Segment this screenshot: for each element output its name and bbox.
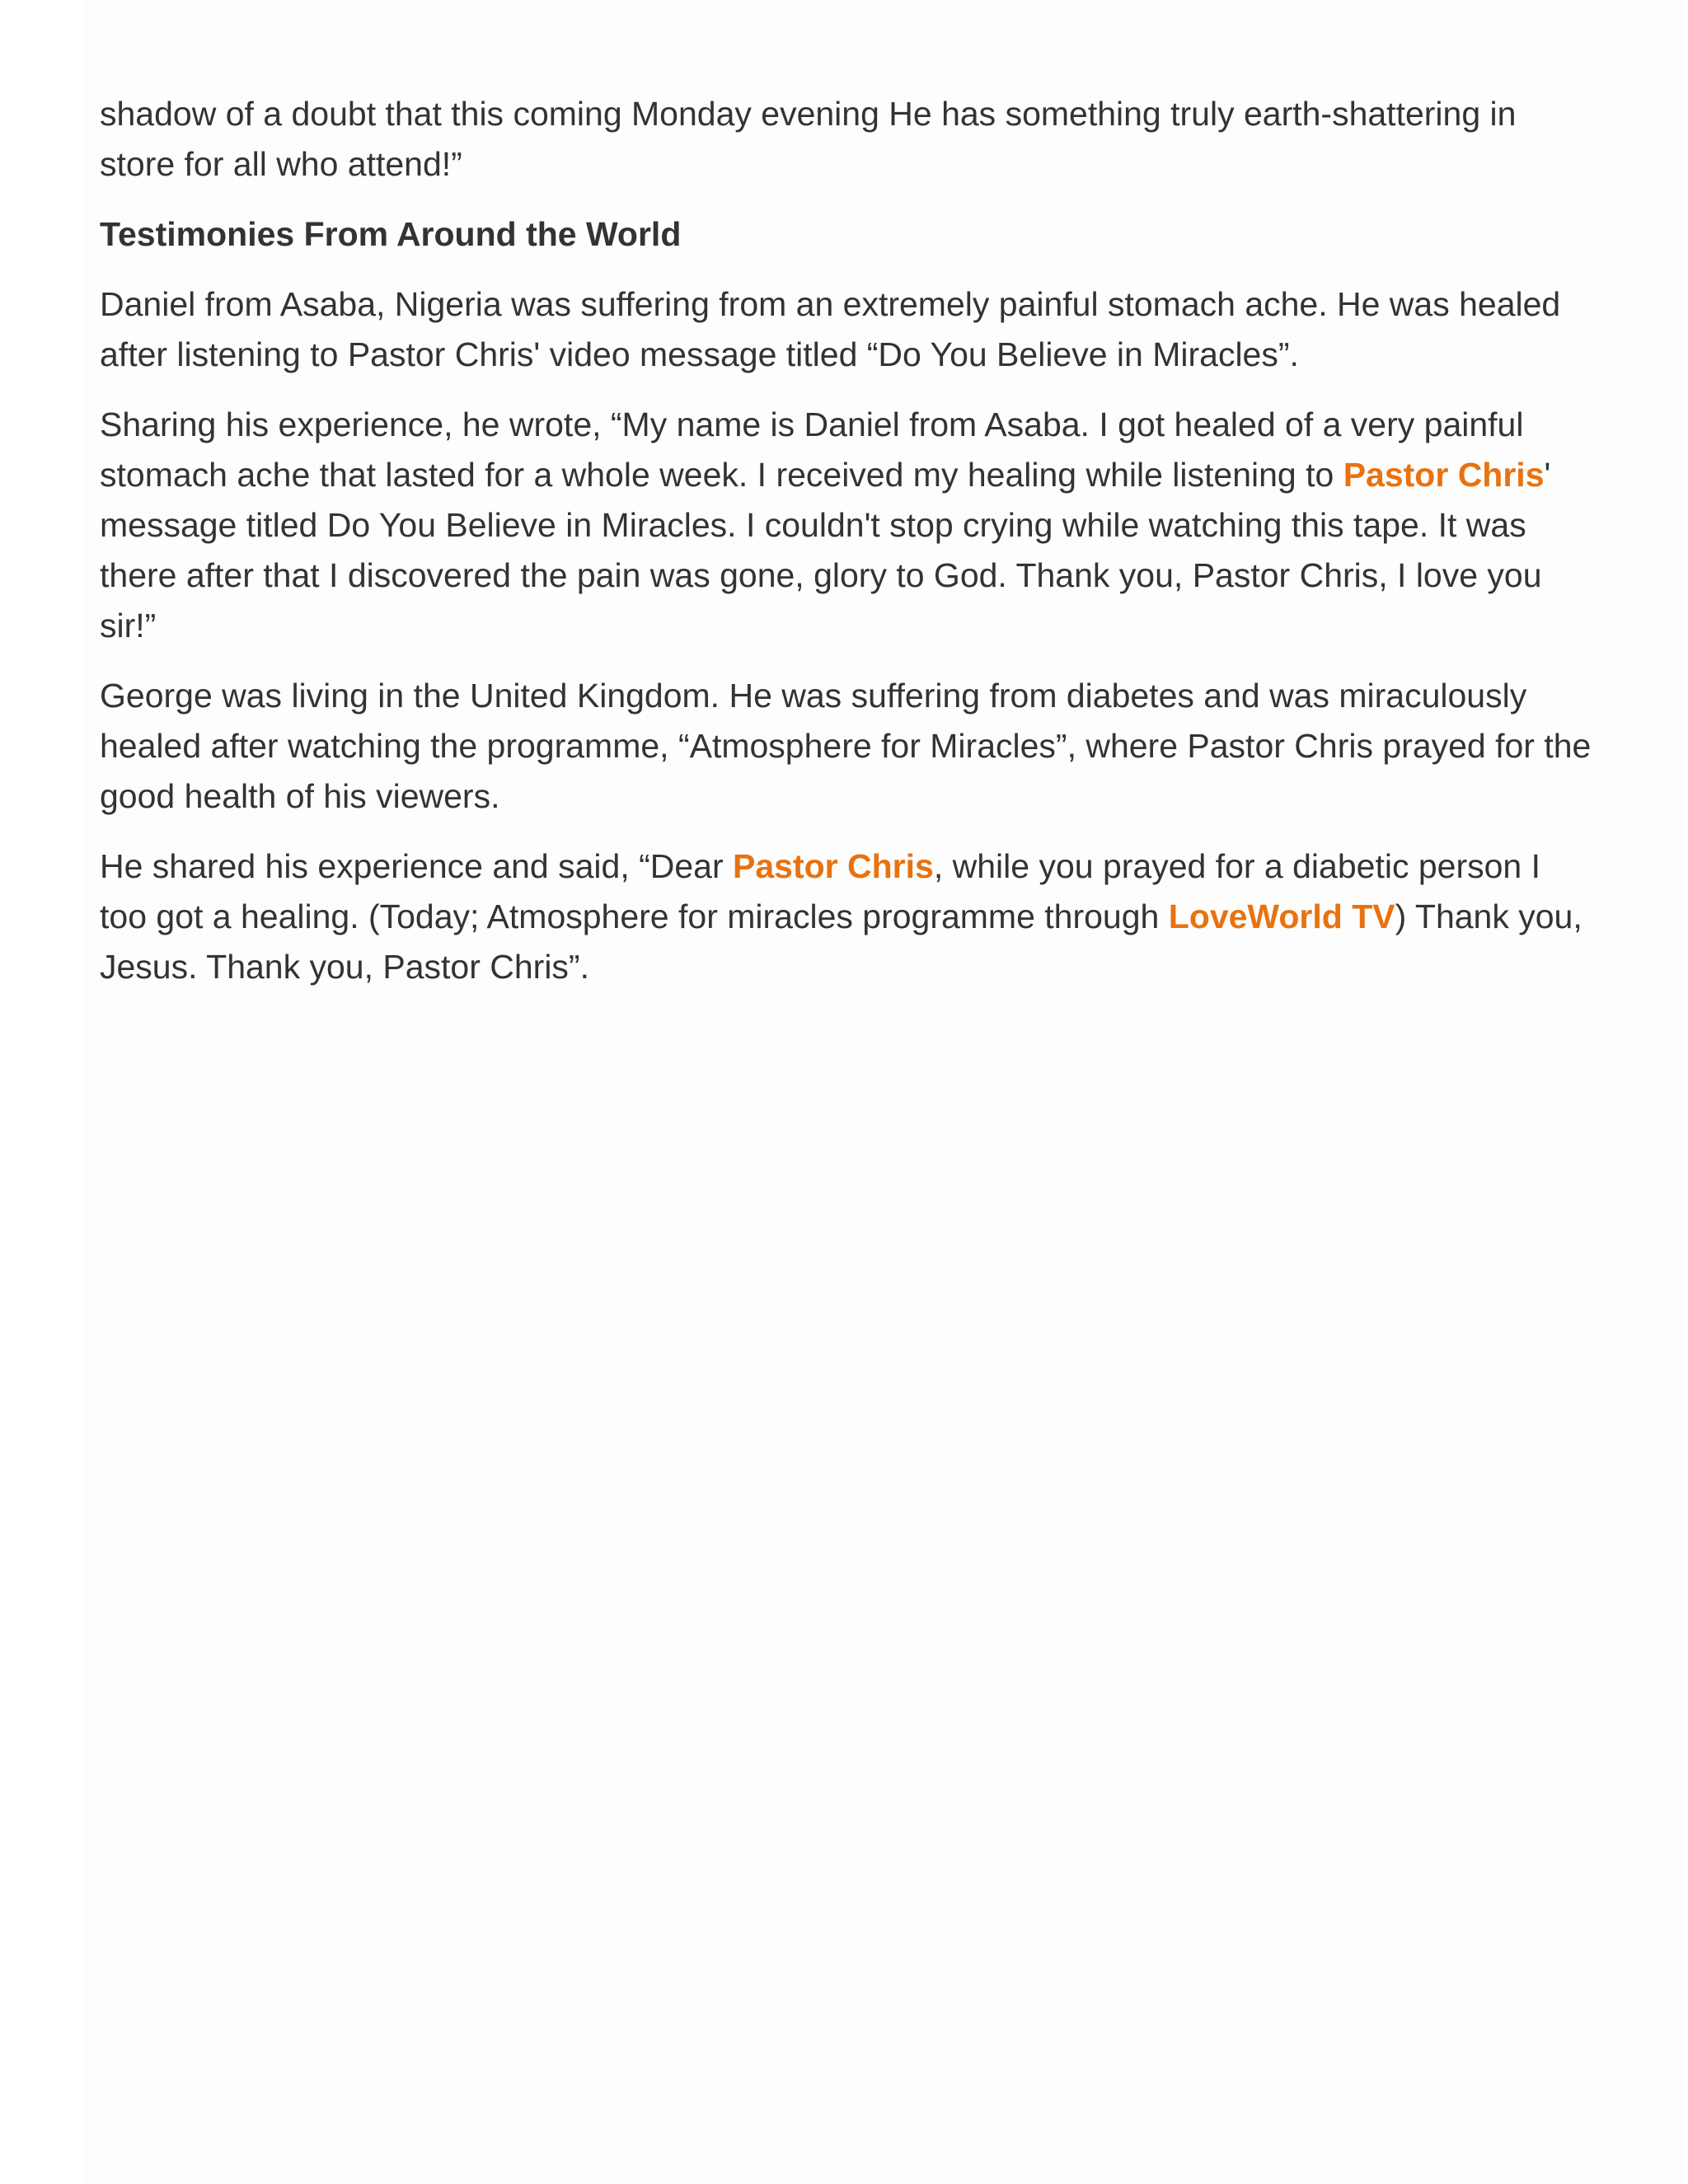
section-heading: Testimonies From Around the World — [100, 215, 682, 253]
text-segment: He shared his experience and said, “Dear — [100, 847, 734, 885]
link-pastor-chris[interactable]: Pastor Chris — [733, 847, 934, 885]
paragraph-george-quote — [100, 841, 1592, 992]
text-segment: ) Thank you, Jesus. Thank you, Pastor Chris”. — [100, 898, 1582, 986]
text-segment: , while you prayed for a diabetic person I too got a healing. (Today; Atmosphere for miracles programme through — [100, 847, 1540, 935]
paragraph-george-intro: George was living in the United Kingdom. He was suffering from diabetes and was miraculously healed after watching the programme, “Atmosphere for Miracles”, where Pastor Chris prayed for the good health of his viewers. — [100, 677, 1592, 815]
paragraph-daniel-intro: Daniel from Asaba, Nigeria was suffering from an extremely painful stomach ache. He was healed after listening to Pastor Chris' video message titled “Do You Believe in Miracles”. — [100, 285, 1561, 373]
paragraph-intro: shadow of a doubt that this coming Monday evening He has something truly earth-shattering in store for all who attend!” — [100, 95, 1517, 183]
text-segment: ' message titled Do You Believe in Miracles. I couldn't stop crying while watching this tape. It was there after that I discovered the pain was gone, glory to God. Thank you, Pastor Chris, I love you sir!” — [100, 456, 1551, 644]
text-segment: Sharing his experience, he wrote, “My name is Daniel from Asaba. I got healed of a very painful stomach ache that lasted for a whole week. I received my healing while listening to — [100, 405, 1524, 494]
link-pastor-chris[interactable]: Pastor Chris — [1343, 456, 1545, 494]
link-loveworld-tv[interactable]: LoveWorld TV — [1168, 898, 1395, 935]
paragraph-daniel-quote — [100, 400, 1592, 651]
article-body — [100, 89, 1592, 1012]
